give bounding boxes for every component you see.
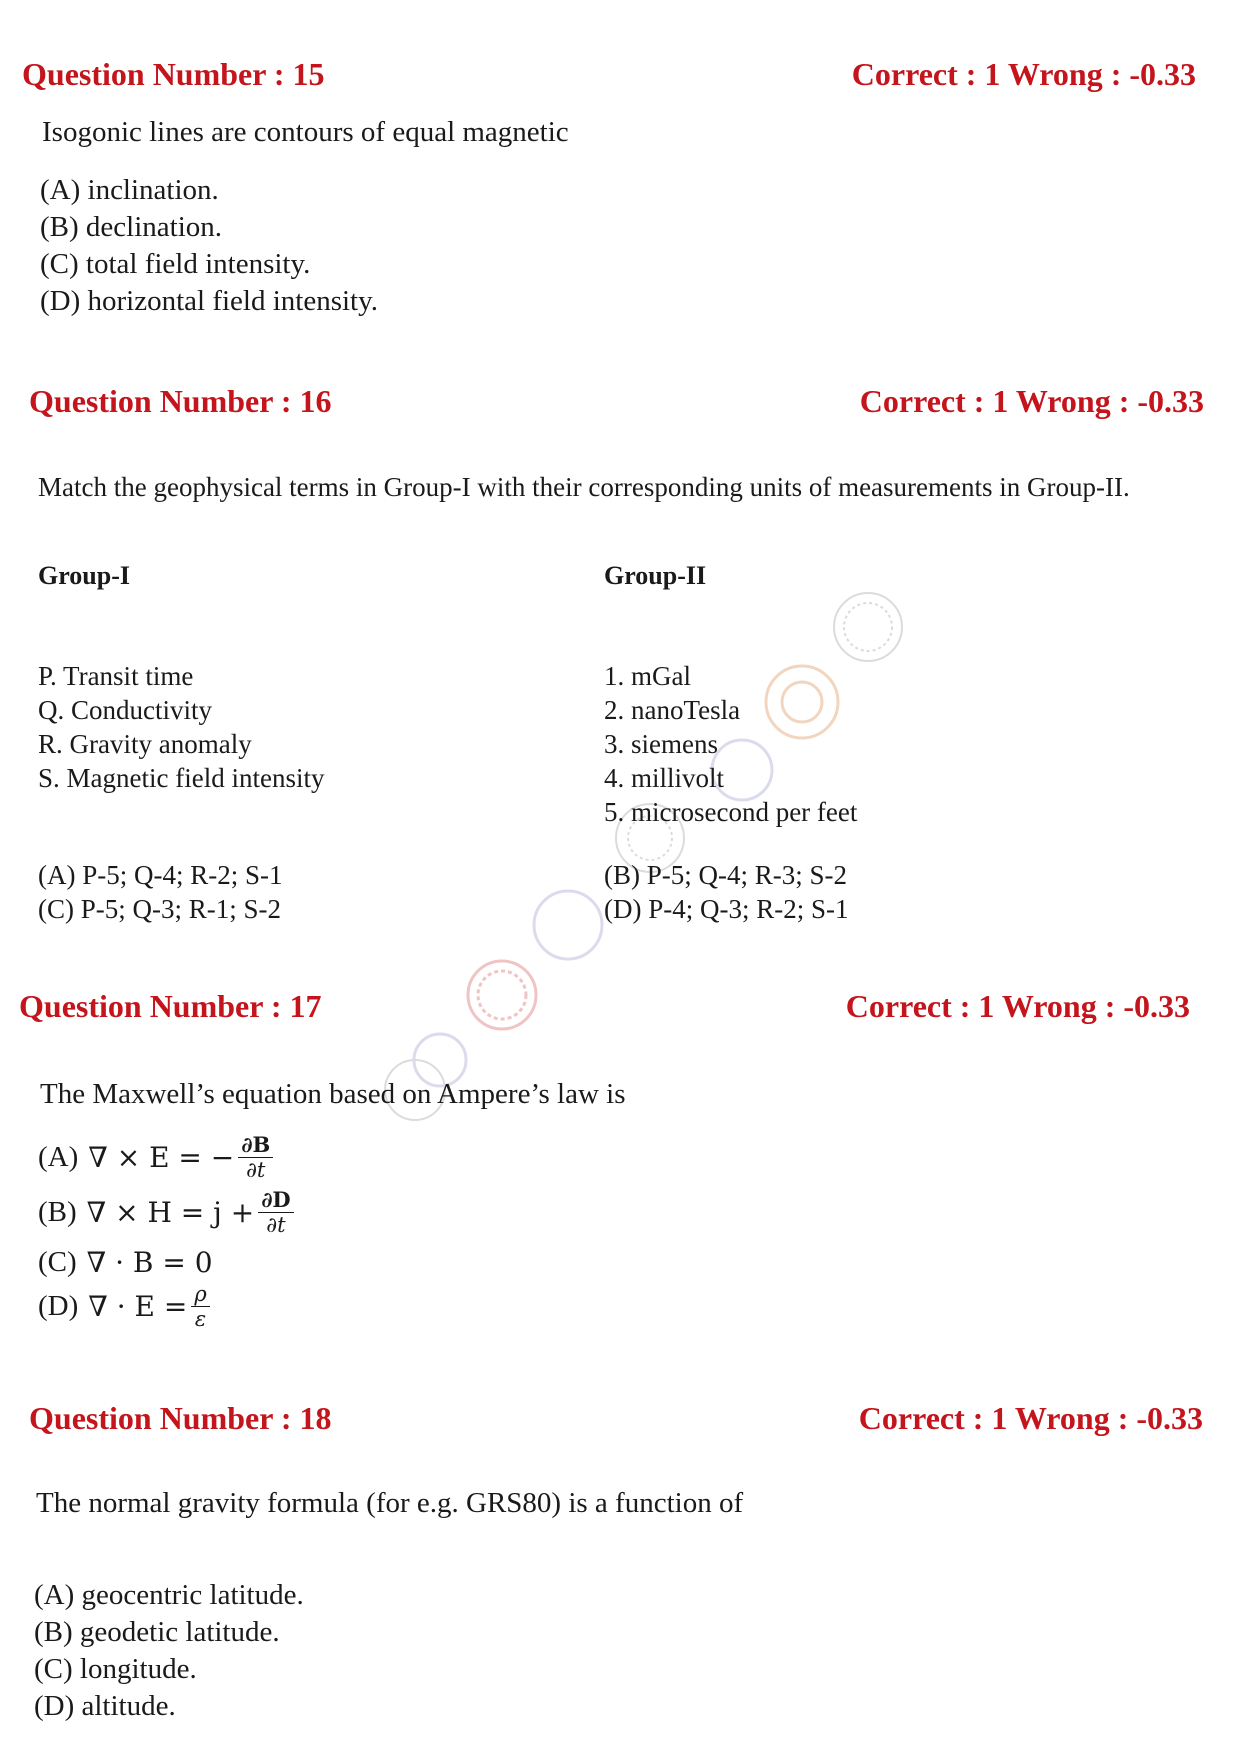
option-c: (C) P-5; Q-3; R-1; S-2 [38,894,281,924]
option-c: (C) total field intensity. [40,248,311,280]
group-2-item: 2. nanoTesla [604,695,741,725]
equation-b-denominator: ∂t [266,1213,286,1238]
option-c: (C) longitude. [34,1653,197,1685]
equation-b [38,1188,294,1237]
equation-d-numerator: ρ [191,1282,209,1307]
option-d: (D) horizontal field intensity. [40,285,378,317]
option-a: (A) P-5; Q-4; R-2; S-1 [38,860,283,890]
group-1-item: S. Magnetic field intensity [38,763,325,793]
options-15 [40,172,378,320]
marks-16: Correct : 1 Wrong : -0.33 [859,383,1204,419]
equation-d [38,1282,210,1331]
option-label-b: (B) [38,1196,77,1229]
option-label-a: (A) [38,1141,79,1174]
group-2-item: 3. siemens [604,729,718,759]
group-2-list [604,659,857,829]
option-a: (A) geocentric latitude. [34,1579,304,1611]
question-text-16: Match the geophysical terms in Group-I with their corresponding units of measurements in Group-II. [38,472,1130,502]
options-18 [34,1577,304,1725]
option-b: (B) declination. [40,211,223,243]
group-2-item: 5. microsecond per feet [604,797,858,827]
option-a: (A) inclination. [40,174,219,206]
question-text-18: The normal gravity formula (for e.g. GRS80) is a function of [36,1487,744,1519]
question-number-17: Question Number : 17 [19,988,322,1024]
option-label-d: (D) [38,1290,79,1323]
options-16-left [38,858,283,926]
marks-17: Correct : 1 Wrong : -0.33 [845,988,1190,1024]
equation-d-lhs: ∇ · E = [88,1290,188,1324]
group-1-item: Q. Conductivity [38,695,212,725]
group-2-item: 1. mGal [604,661,691,691]
question-number-18: Question Number : 18 [29,1400,332,1436]
group-1-item: R. Gravity anomaly [38,729,252,759]
group-2-item: 4. millivolt [604,763,725,793]
marks-15: Correct : 1 Wrong : -0.33 [851,56,1196,92]
equation-d-fraction [191,1282,209,1331]
equation-d-denominator: ε [194,1307,207,1332]
options-16-right [604,858,849,926]
equation-a-fraction [238,1133,273,1182]
question-text-17: The Maxwell’s equation based on Ampere’s law is [40,1078,626,1110]
equation-c [38,1246,213,1279]
group-1-title: Group-I [38,561,130,590]
option-b: (B) P-5; Q-4; R-3; S-2 [604,860,847,890]
question-number-15: Question Number : 15 [22,56,325,92]
equation-a [38,1133,273,1182]
group-1-item: P. Transit time [38,661,194,691]
equation-a-numerator: ∂B [238,1133,273,1158]
equation-a-lhs: ∇ × E = − [88,1141,235,1175]
equation-b-fraction [258,1188,293,1237]
question-number-16: Question Number : 16 [29,383,332,419]
equation-c-body: ∇ · B = 0 [86,1246,213,1279]
group-1-list [38,659,324,795]
equation-b-numerator: ∂D [258,1188,293,1213]
option-d: (D) P-4; Q-3; R-2; S-1 [604,894,849,924]
group-2-title: Group-II [604,561,707,590]
equation-a-denominator: ∂t [246,1158,266,1183]
question-text-15: Isogonic lines are contours of equal magnetic [42,116,569,148]
option-b: (B) geodetic latitude. [34,1616,280,1648]
option-d: (D) altitude. [34,1690,176,1722]
equation-b-lhs: ∇ × H = j + [86,1196,255,1230]
marks-18: Correct : 1 Wrong : -0.33 [858,1400,1203,1436]
option-label-c: (C) [38,1246,77,1278]
